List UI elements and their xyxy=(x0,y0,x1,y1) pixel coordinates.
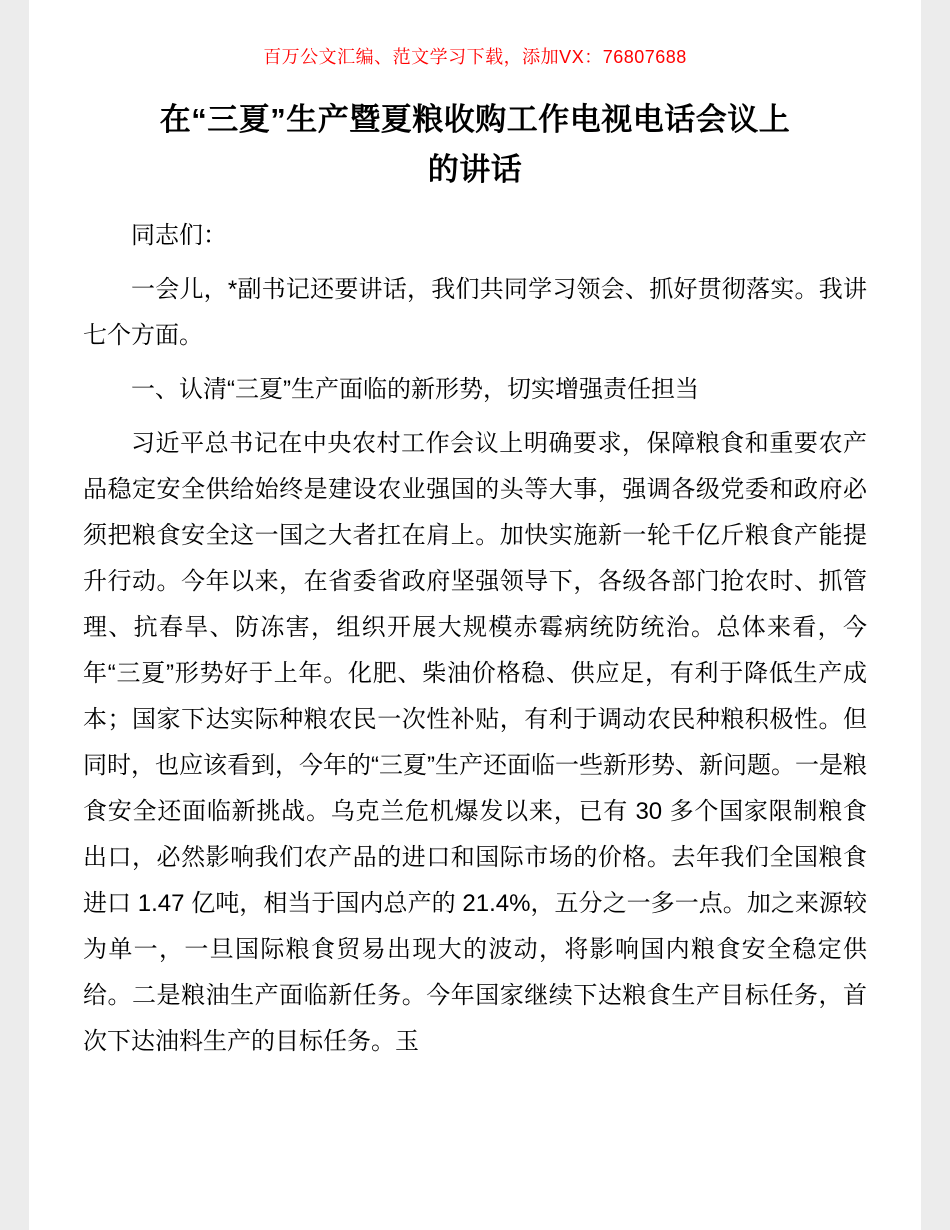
header-notice: 百万公文汇编、范文学习下载，添加VX：76807688 xyxy=(263,47,687,67)
section-heading: 一、认清“三夏”生产面临的新形势，切实增强责任担当 xyxy=(131,375,699,403)
paragraph: 同志们： xyxy=(131,221,227,249)
paragraph: 习近平总书记在中央农村工作会议上明确要求，保障粮食和重要农产品稳定安全供给始终是建设农业强国的头等大事，强调各级党委和政府必须把粮食安全这一国之大者扛在肩上。加快实施新一轮千亿斤粮食产能提升行动。今年以来，在省委省政府坚强领导下，各级各部门抢农时、抓管理、抗春旱、防冻害，组织开展大规模赤霉病统防统治。总体来看，今年“三夏”形势好于上年。化肥、柴油价格稳、供应足，有利于降低生产成本；国家下达实际种粮农民一次性补贴，有利于调动农民种粮积极性。但同时，也应该看到，今年的“三夏”生产还面临一些新形势、新问题。一是粮食安全还面临新挑战。乌克兰危机爆发以来，已有 30 多个国家限制粮食出口，必然影响我们农产品的进口和国际市场的价格。去年我们全国粮食进口 1.47 亿吨，相当于国内总产的 21.4%，五分之一多一点。加之来源较为单一，一旦国际粮食贸易出现大的波动，将影响国内粮食安全稳定供给。二是粮油生产面临新任务。今年国家继续下达粮食生产目标任务，首次下达油料生产的目标任务。玉 xyxy=(83,429,867,1055)
page-title: 在“三夏”生产暨夏粮收购工作电视电话会议上的讲话 xyxy=(159,102,791,187)
paragraph: 一会儿，*副书记还要讲话，我们共同学习领会、抓好贯彻落实。我讲七个方面。 xyxy=(83,275,867,349)
document-page xyxy=(29,0,921,1230)
document-body xyxy=(83,213,867,1065)
